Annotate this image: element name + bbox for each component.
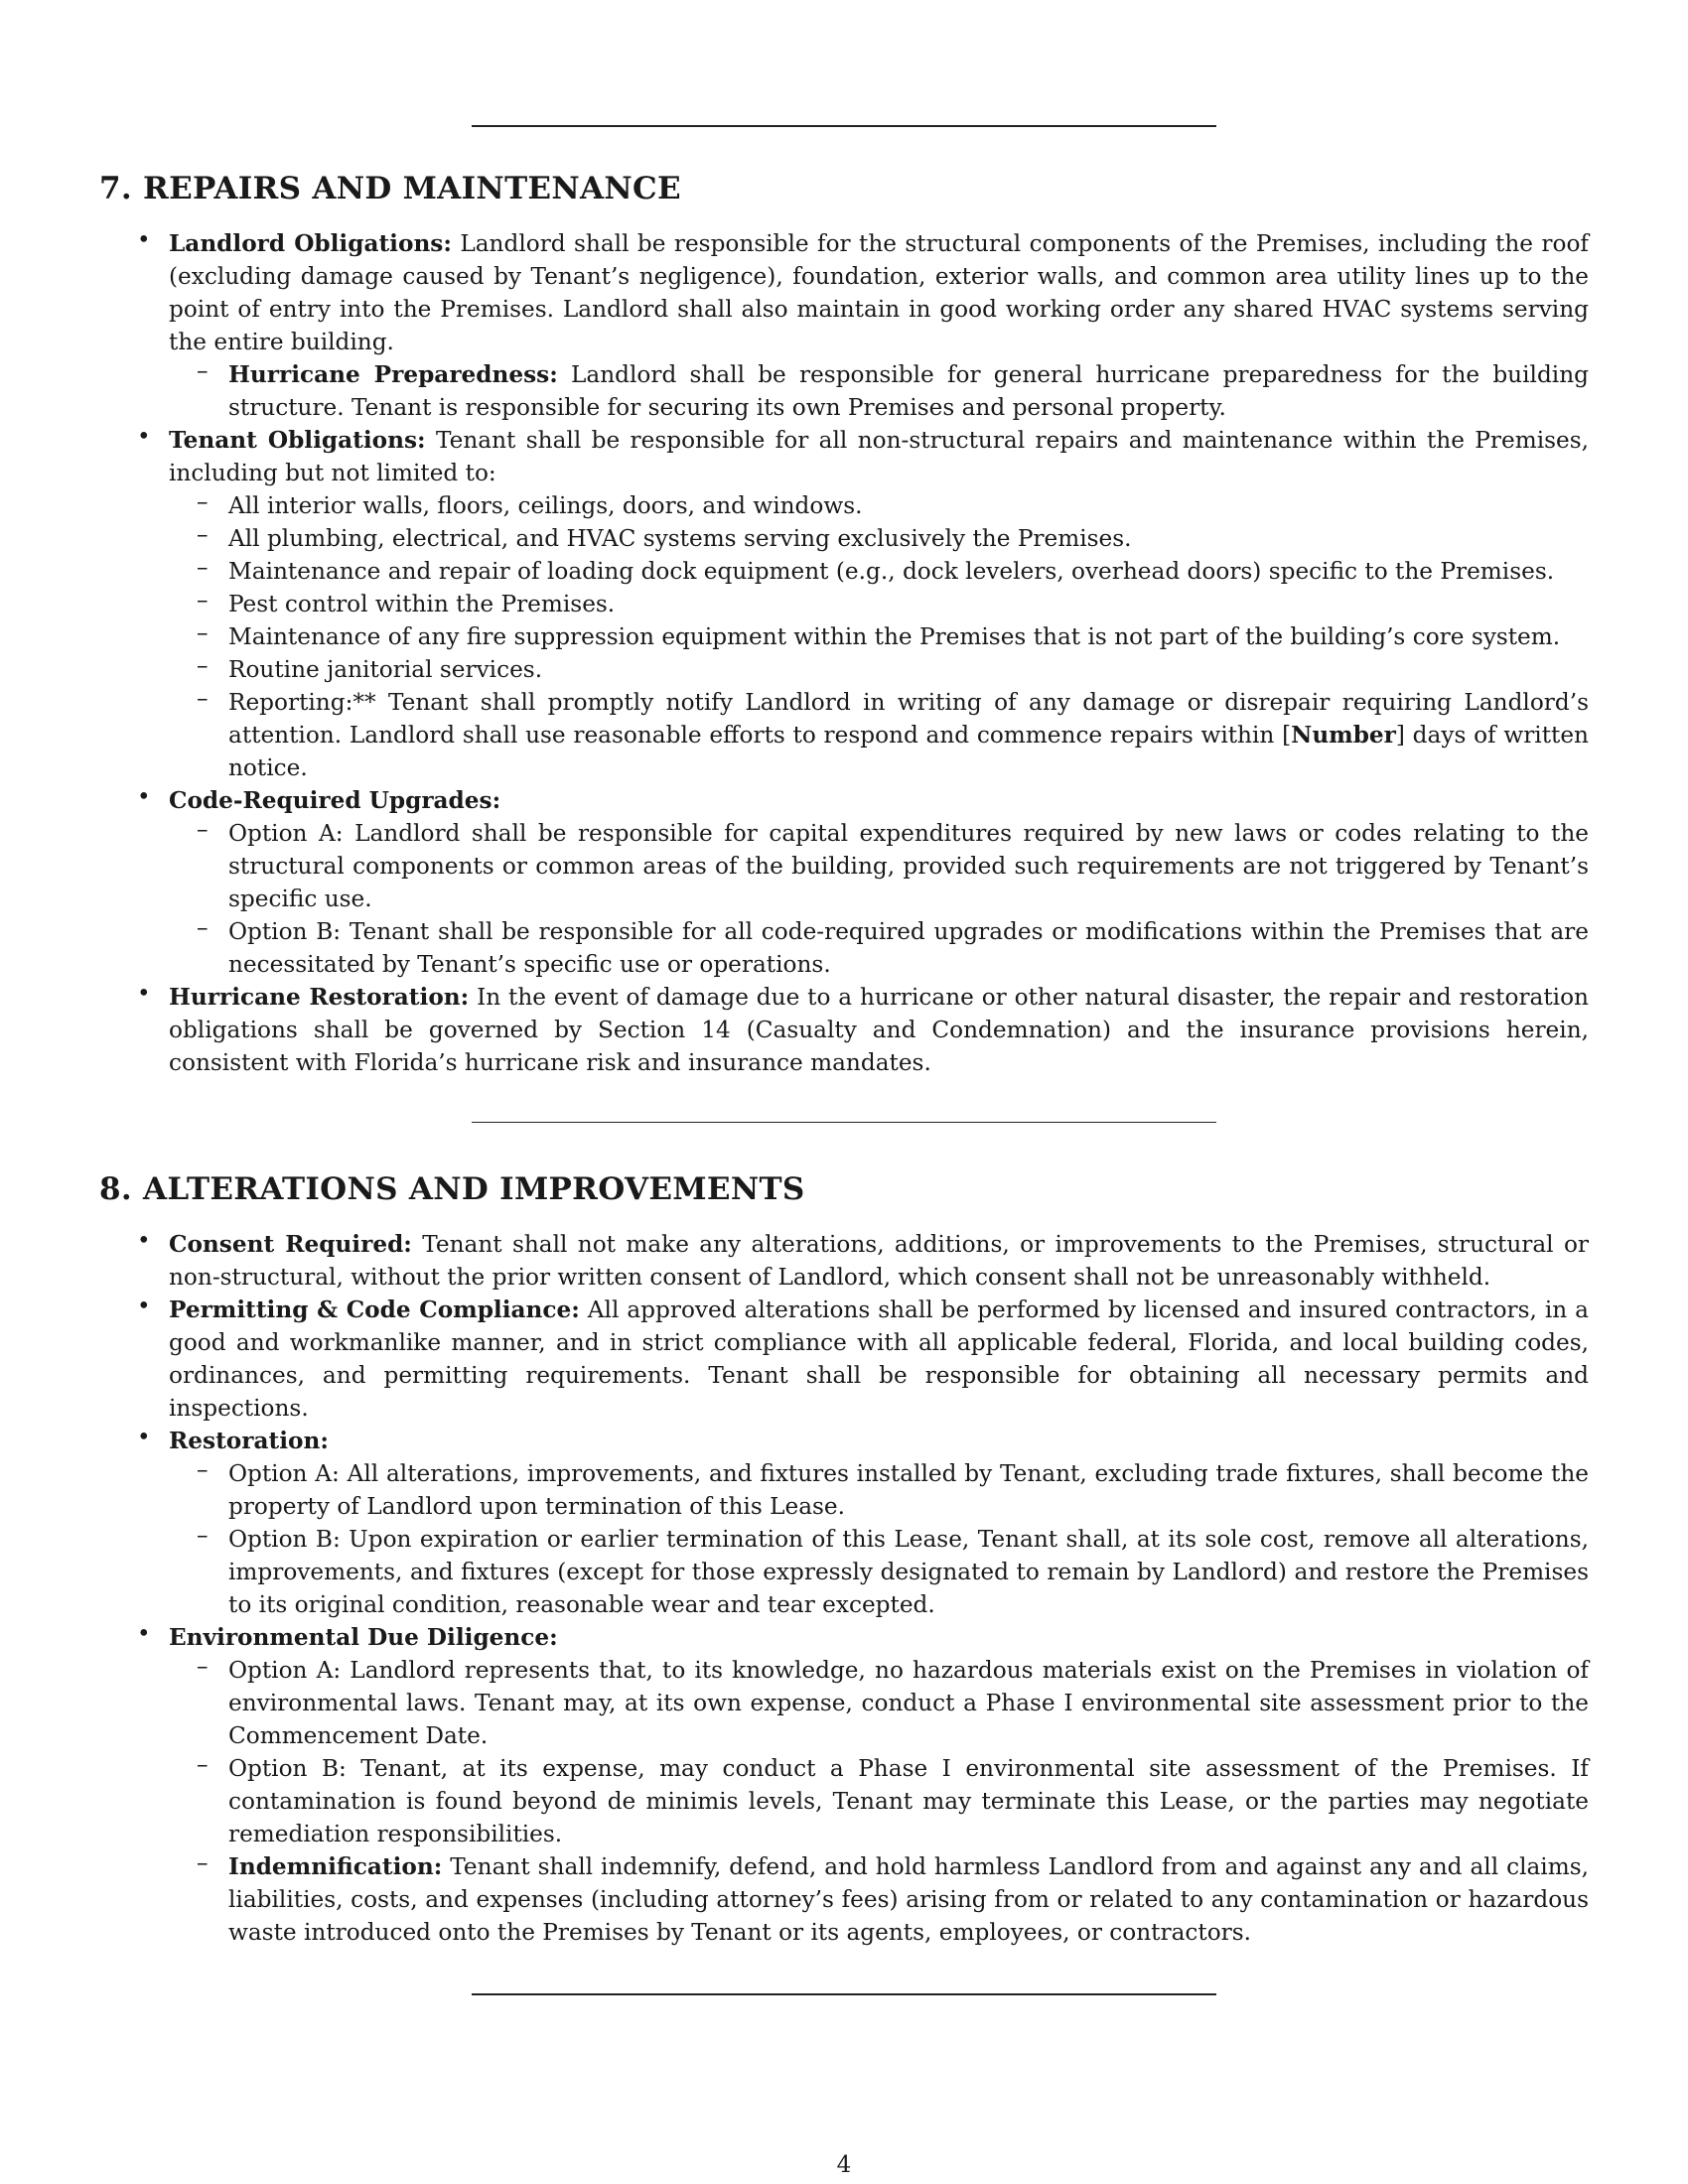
code-option-a-text: Option A: Landlord shall be responsible for capital expenditures required by new laws or codes relating to the structural components or common areas of the building, provided such requirements are not triggered by Tenant’s specific use.: [228, 820, 1589, 912]
list-item-code-option-a: – Option A: Landlord shall be responsible for capital expenditures required by new laws or codes relating to the structural components or common areas of the building, provided such requirements are not triggered by Tenant’s specific use.: [99, 817, 1589, 915]
reporting-days-placeholder: Number: [1291, 722, 1396, 749]
list-item-indemnification: – Indemnification: Tenant shall indemnify, defend, and hold harmless Landlord from and against any and all claims, liabilities, costs, and expenses (including attorney’s fees) arising from or related to any contamination or hazardous waste introduced onto the Premises by Tenant or its agents, employees, or contractors.: [197, 1850, 1589, 1946]
list-item-tenant-obligations: [99, 424, 1589, 489]
tenant-duty-text: Routine janitorial services.: [228, 656, 543, 683]
list-item-tenant-duty: – Pest control within the Premises.: [99, 588, 1589, 620]
environmental-option-b-text: Option B: Tenant, at its expense, may conduct a Phase I environmental site assessment of the Premises. If contamination is found beyond de minimis levels, Tenant may terminate this Lease, or the parties may negotiate remediation responsibilities.: [228, 1755, 1589, 1847]
list-item-tenant-duty: – Maintenance and repair of loading dock equipment (e.g., dock levelers, overhead doors) specific to the Premises.: [99, 555, 1589, 588]
section-8-body: [99, 1228, 1589, 1949]
code-upgrades-label: Code-Required Upgrades:: [169, 787, 501, 814]
bullet: •: [137, 784, 151, 810]
permitting-label: Permitting & Code Compliance:: [169, 1297, 580, 1323]
consent-required-label: Consent Required:: [169, 1231, 412, 1258]
reporting-text-pre: Reporting:** Tenant shall promptly notify Landlord in writing of any damage or disrepair requiring Landlord’s attention. Landlord shall use reasonable efforts to respond and commence repairs within [: [228, 689, 1589, 749]
indemnification-label: Indemnification:: [228, 1853, 443, 1880]
list-item-tenant-duty: – All plumbing, electrical, and HVAC systems serving exclusively the Premises.: [99, 522, 1589, 555]
tenant-duty-text: Maintenance of any fire suppression equipment within the Premises that is not part of the building’s core system.: [228, 623, 1561, 650]
hurricane-preparedness-label: Hurricane Preparedness:: [228, 361, 558, 388]
bullet: •: [137, 1621, 151, 1647]
list-item-tenant-duty: – Routine janitorial services.: [99, 653, 1589, 686]
section-7-heading: 7. REPAIRS AND MAINTENANCE: [99, 171, 681, 206]
dash: –: [197, 358, 209, 384]
list-item-code-required-upgrades: [99, 784, 1589, 817]
hurricane-preparedness-text: Landlord shall be responsible for general hurricane preparedness for the building structure. Tenant is responsible for securing its own Premises and personal property.: [228, 361, 1589, 421]
list-item-environmental-option-a: – Option A: Landlord represents that, to its knowledge, no hazardous materials exist on the Premises in violation of environmental laws. Tenant may, at its own expense, conduct a Phase I environmental site assessment prior to the Commencement Date.: [99, 1654, 1589, 1752]
reporting-text-post: ] days of written notice.: [228, 722, 1589, 781]
horizontal-rule-bottom: [472, 1993, 1216, 1995]
list-item-tenant-duty: – All interior walls, floors, ceilings, doors, and windows.: [99, 489, 1589, 522]
bullet: •: [137, 227, 151, 253]
page-number: 4: [836, 2152, 852, 2178]
list-item-reporting: – Reporting:** Tenant shall promptly notify Landlord in writing of any damage or disrepair requiring Landlord’s attention. Landlord shall use reasonable efforts to respond and commence repairs within [Number] days of written notice.: [197, 686, 1589, 781]
landlord-obligations-label: Landlord Obligations:: [169, 230, 452, 257]
list-item-restoration: [99, 1425, 1589, 1457]
environmental-option-a-text: Option A: Landlord represents that, to its knowledge, no hazardous materials exist on the Premises in violation of environmental laws. Tenant may, at its own expense, conduct a Phase I environmental site assessment prior to the Commencement Date.: [228, 1657, 1589, 1749]
environmental-label: Environmental Due Diligence:: [169, 1624, 558, 1651]
list-item-landlord-obligations: [99, 227, 1589, 358]
bullet: •: [137, 1228, 151, 1254]
bullet: •: [137, 1294, 151, 1319]
tenant-obligations-text: Tenant shall be responsible for all non-structural repairs and maintenance within the Premises, including but not limited to:: [169, 427, 1590, 486]
code-option-b-text: Option B: Tenant shall be responsible for all code-required upgrades or modifications within the Premises that are necessitated by Tenant’s specific use or operations.: [228, 918, 1589, 978]
tenant-duty-text: Maintenance and repair of loading dock equipment (e.g., dock levelers, overhead doors) specific to the Premises.: [228, 558, 1555, 585]
tenant-obligations-label: Tenant Obligations:: [169, 427, 426, 454]
restoration-option-b-text: Option B: Upon expiration or earlier termination of this Lease, Tenant shall, at its sole cost, remove all alterations, improvements, and fixtures (except for those expressly designated to remain by Landlord) and restore the Premises to its original condition, reasonable wear and tear excepted.: [228, 1526, 1589, 1618]
horizontal-rule-top: [472, 125, 1216, 127]
hurricane-restoration-text: In the event of damage due to a hurricane or other natural disaster, the repair and restoration obligations shall be governed by Section 14 (Casualty and Condemnation) and the insurance provisions herein, consistent with Florida’s hurricane risk and insurance mandates.: [169, 984, 1589, 1076]
bullet: •: [137, 424, 151, 450]
list-item-hurricane-restoration: [99, 981, 1589, 1079]
list-item-restoration-option-b: – Option B: Upon expiration or earlier termination of this Lease, Tenant shall, at its sole cost, remove all alterations, improvements, and fixtures (except for those expressly designated to remain by Landlord) and restore the Premises to its original condition, reasonable wear and tear excepted.: [99, 1523, 1589, 1621]
list-item-hurricane-preparedness: [99, 358, 1589, 424]
horizontal-rule-middle: [472, 1122, 1216, 1123]
tenant-duty-text: All interior walls, floors, ceilings, doors, and windows.: [228, 492, 863, 519]
list-item-consent-required: [99, 1228, 1589, 1294]
list-item-tenant-duty: – Maintenance of any fire suppression equipment within the Premises that is not part of the building’s core system.: [99, 620, 1589, 653]
list-item-restoration-option-a: – Option A: All alterations, improvements, and fixtures installed by Tenant, excluding trade fixtures, shall become the property of Landlord upon termination of this Lease.: [99, 1457, 1589, 1523]
tenant-duty-text: All plumbing, electrical, and HVAC systems serving exclusively the Premises.: [228, 525, 1132, 552]
restoration-label: Restoration:: [169, 1428, 329, 1454]
section-8-heading: 8. ALTERATIONS AND IMPROVEMENTS: [99, 1171, 805, 1207]
restoration-option-a-text: Option A: All alterations, improvements, and fixtures installed by Tenant, excluding trade fixtures, shall become the property of Landlord upon termination of this Lease.: [228, 1460, 1589, 1520]
list-item-code-option-b: – Option B: Tenant shall be responsible for all code-required upgrades or modifications within the Premises that are necessitated by Tenant’s specific use or operations.: [99, 915, 1589, 981]
indemnification-text: Tenant shall indemnify, defend, and hold harmless Landlord from and against any and all claims, liabilities, costs, and expenses (including attorney’s fees) arising from or related to any contamination or hazardous waste introduced onto the Premises by Tenant or its agents, employees, or contractors.: [228, 1853, 1589, 1946]
hurricane-restoration-label: Hurricane Restoration:: [169, 984, 470, 1011]
list-item-permitting: [99, 1294, 1589, 1425]
list-item-environmental: [99, 1621, 1589, 1654]
permitting-text: All approved alterations shall be performed by licensed and insured contractors, in a good and workmanlike manner, and in strict compliance with all applicable federal, Florida, and local building codes, ordinances, and permitting requirements. Tenant shall be responsible for obtaining all necessary permits and inspections.: [169, 1297, 1589, 1422]
bullet: •: [137, 1425, 151, 1450]
tenant-duty-text: Pest control within the Premises.: [228, 591, 616, 617]
landlord-obligations-text: Landlord shall be responsible for the structural components of the Premises, including the roof (excluding damage caused by Tenant’s negligence), foundation, exterior walls, and common area utility lines up to the point of entry into the Premises. Landlord shall also maintain in good working order any shared HVAC systems serving the entire building.: [169, 230, 1590, 355]
consent-required-text: Tenant shall not make any alterations, additions, or improvements to the Premises, structural or non-structural, without the prior written consent of Landlord, which consent shall not be unreasonably withheld.: [169, 1231, 1589, 1291]
list-item-environmental-option-b: – Option B: Tenant, at its expense, may conduct a Phase I environmental site assessment of the Premises. If contamination is found beyond de minimis levels, Tenant may terminate this Lease, or the parties may negotiate remediation responsibilities.: [99, 1752, 1589, 1850]
section-7-body: [99, 227, 1589, 1079]
bullet: •: [137, 981, 151, 1007]
